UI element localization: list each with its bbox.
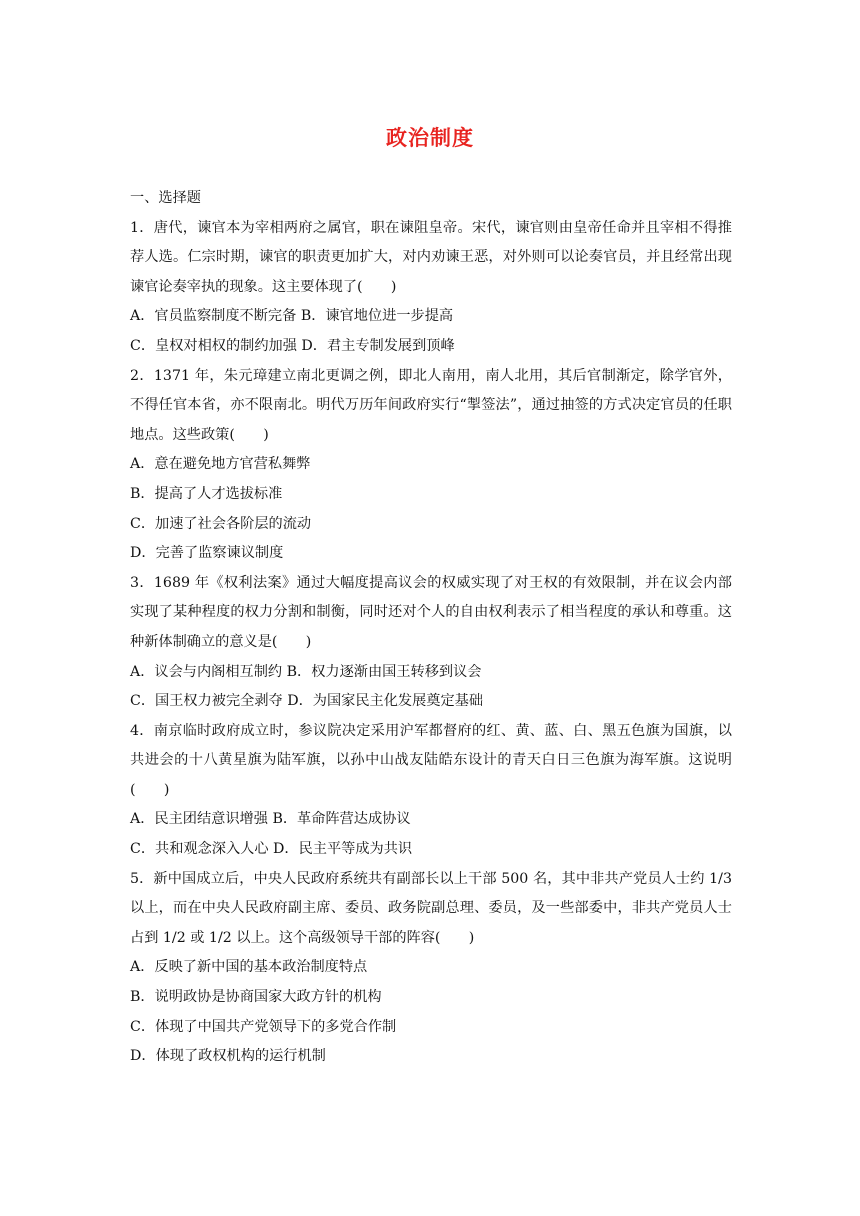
- question-stem: 5．新中国成立后，中央人民政府系统共有副部长以上干部 500 名，其中非共产党员人士约 1/3 以上，而在中央人民政府副主席、委员、政务院副总理、委员，及一些部委中，非共产党员人士占到 1/2 或 1/2 以上。这个高级领导干部的阵容( ): [130, 870, 732, 946]
- answer-option: B．说明政协是协商国家大政方针的机构: [130, 989, 382, 1006]
- question-2: [130, 362, 732, 569]
- answer-option: C．国王权力被完全剥夺 D．为国家民主化发展奠定基础: [130, 693, 484, 710]
- answer-option: C．皇权对相权的制约加强 D．君主专制发展到顶峰: [130, 337, 455, 354]
- section-heading: 一、选择题: [130, 190, 201, 206]
- answer-option: D．完善了监察谏议制度: [130, 545, 284, 562]
- question-1: [130, 214, 732, 362]
- question-stem: 4．南京临时政府成立时，参议院决定采用沪军都督府的红、黄、蓝、白、黑五色旗为国旗，以共进会的十八黄星旗为陆军旗，以孙中山战友陆皓东设计的青天白日三色旗为海军旗。这说明( ): [130, 722, 732, 798]
- question-stem: 3．1689 年《权利法案》通过大幅度提高议会的权威实现了对王权的有效限制，并在议会内部实现了某种程度的权力分割和制衡，同时还对个人的自由权利表示了相当程度的承认和尊重。这种新体制确立的意义是( ): [130, 574, 732, 650]
- answer-option: C．加速了社会各阶层的流动: [130, 515, 312, 532]
- answer-option: D．体现了政权机构的运行机制: [130, 1048, 326, 1065]
- answer-option: A．意在避免地方官营私舞弊: [130, 456, 311, 473]
- answer-option: A．民主团结意识增强 B．革命阵营达成协议: [130, 811, 411, 828]
- answer-option: A．议会与内阁相互制约 B．权力逐渐由国王转移到议会: [130, 663, 482, 680]
- answer-option: C．体现了中国共产党领导下的多党合作制: [130, 1018, 397, 1035]
- answer-option: B．提高了人才选拔标准: [130, 485, 283, 502]
- question-stem: 2．1371 年，朱元璋建立南北更调之例，即北人南用，南人北用，其后官制渐定，除学官外，不得任官本省，亦不限南北。明代万历年间政府实行“掣签法”，通过抽签的方式决定官员的任职地点。这些政策( ): [130, 367, 732, 443]
- question-stem: 1．唐代，谏官本为宰相两府之属官，职在谏阻皇帝。宋代，谏官则由皇帝任命并且宰相不得推荐人选。仁宗时期，谏官的职责更加扩大，对内劝谏王恶，对外则可以论奏官员，并且经常出现谏官论奏宰执的现象。这主要体现了( ): [130, 219, 732, 295]
- question-4: [130, 717, 732, 865]
- question-5: [130, 865, 732, 1072]
- answer-option: A．官员监察制度不断完备 B．谏官地位进一步提高: [130, 308, 454, 325]
- document-body: [130, 184, 732, 1072]
- page-title: 政治制度: [386, 125, 474, 150]
- answer-option: A．反映了新中国的基本政治制度特点: [130, 959, 368, 976]
- answer-option: C．共和观念深入人心 D．民主平等成为共识: [130, 841, 413, 858]
- question-3: [130, 569, 732, 717]
